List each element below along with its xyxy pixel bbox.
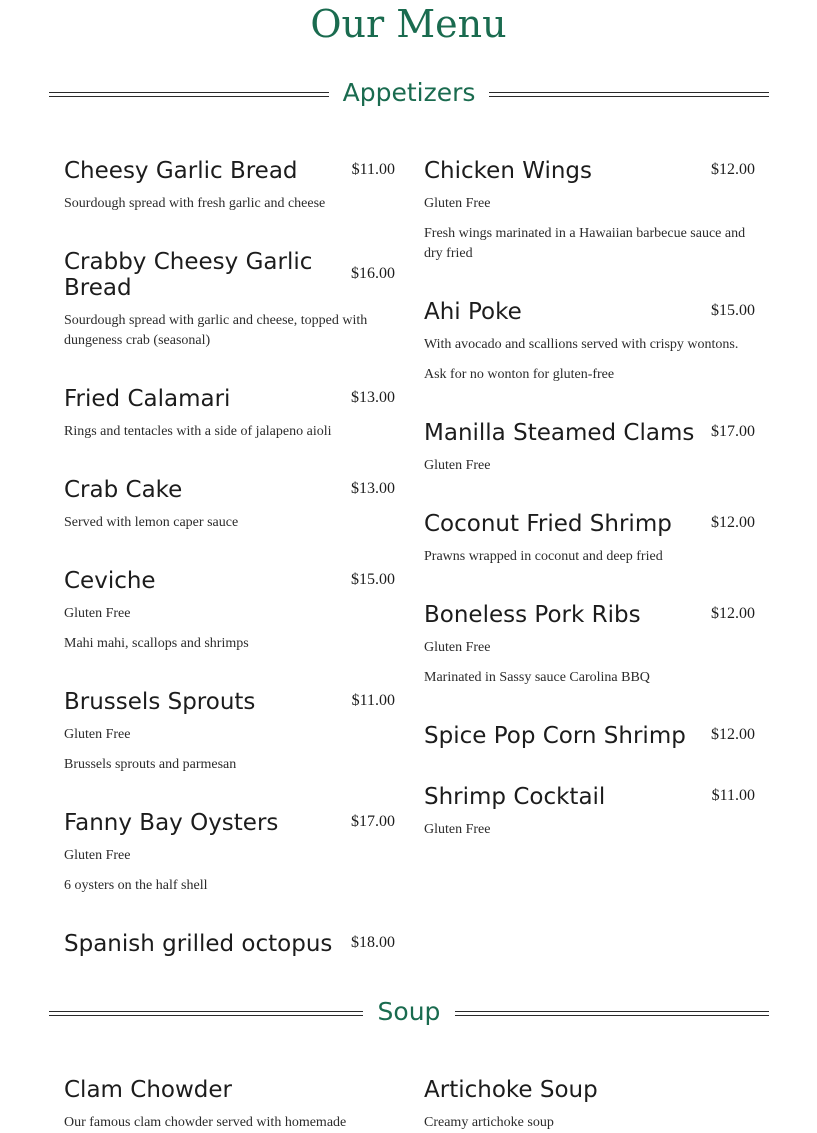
menu-item [64,568,395,654]
menu-item [64,931,395,957]
gluten-free-note: Gluten Free [424,458,491,473]
item-name: Crab Cake [64,477,183,503]
item-price: $16.00 [351,265,395,282]
menu-item [64,810,395,896]
item-price: $17.00 [711,423,755,440]
item-description: Fresh wings marinated in a Hawaiian barbecue sauce and dry fried [424,226,746,261]
item-price: $11.00 [351,692,395,709]
item-price: $12.00 [711,605,755,622]
menu-item [64,689,395,775]
item-name: Ceviche [64,568,156,594]
section-title-appetizers: Appetizers [329,78,490,107]
item-name: Coconut Fried Shrimp [424,511,672,537]
item-name: Boneless Pork Ribs [424,602,641,628]
menu-item [64,158,395,214]
menu-item [424,420,755,476]
item-price: $15.00 [351,571,395,588]
item-name: Spice Pop Corn Shrimp [424,723,686,749]
item-name: Ahi Poke [424,299,522,325]
item-name: Artichoke Soup [424,1077,598,1103]
item-name: Clam Chowder [64,1077,232,1103]
item-description: Served with lemon caper sauce [64,515,239,530]
item-price: $11.00 [711,787,755,804]
item-price: $12.00 [711,514,755,531]
item-description: Prawns wrapped in coconut and deep fried [424,549,663,564]
item-name: Manilla Steamed Clams [424,420,695,446]
item-price: $18.00 [351,934,395,951]
page-title: Our Menu [310,2,507,46]
gluten-free-note: Gluten Free [64,727,131,742]
menu-item [424,602,755,688]
menu-item [64,249,395,351]
menu-item [64,477,395,533]
menu-item [64,386,395,442]
menu-item [64,1077,395,1133]
item-name: Fried Calamari [64,386,231,412]
item-description: 6 oysters on the half shell [64,878,208,893]
item-price: $17.00 [351,813,395,830]
menu-item [424,299,755,385]
menu-item [424,723,755,749]
item-name: Cheesy Garlic Bread [64,158,298,184]
item-description: With avocado and scallions served with crispy wontons. [424,337,739,352]
section-title-soup: Soup [364,997,455,1026]
menu-item [424,511,755,567]
item-description: Rings and tentacles with a side of jalapeno aioli [64,424,332,439]
menu-item [424,158,755,264]
section-header-appetizers [49,75,769,115]
item-description: Ask for no wonton for gluten-free [424,367,615,382]
gluten-free-note: Gluten Free [64,606,131,621]
item-description: Brussels sprouts and parmesan [64,757,237,772]
item-price: $12.00 [711,726,755,743]
item-description: Sourdough spread with fresh garlic and cheese [64,196,326,211]
menu-item [424,1077,755,1133]
gluten-free-note: Gluten Free [424,196,491,211]
item-price: $12.00 [711,161,755,178]
menu-item [424,784,755,840]
gluten-free-note: Gluten Free [424,640,491,655]
item-name: Chicken Wings [424,158,592,184]
item-price: $13.00 [351,389,395,406]
item-description: Mahi mahi, scallops and shrimps [64,636,249,651]
item-description: Sourdough spread with garlic and cheese, topped with dungeness crab (seasonal) [64,313,368,348]
item-name: Crabby Cheesy Garlic Bread [64,249,313,301]
item-name: Shrimp Cocktail [424,784,606,810]
gluten-free-note: Gluten Free [64,848,131,863]
section-header-soup [49,994,769,1034]
item-description: Creamy artichoke soup [424,1115,554,1130]
item-name: Spanish grilled octopus [64,931,333,957]
gluten-free-note: Gluten Free [424,822,491,837]
item-name: Brussels Sprouts [64,689,256,715]
item-price: $11.00 [351,161,395,178]
item-description: Our famous clam chowder served with homemade [64,1115,347,1130]
item-price: $15.00 [711,302,755,319]
item-description: Marinated in Sassy sauce Carolina BBQ [424,670,650,685]
item-price: $13.00 [351,480,395,497]
item-name: Fanny Bay Oysters [64,810,279,836]
